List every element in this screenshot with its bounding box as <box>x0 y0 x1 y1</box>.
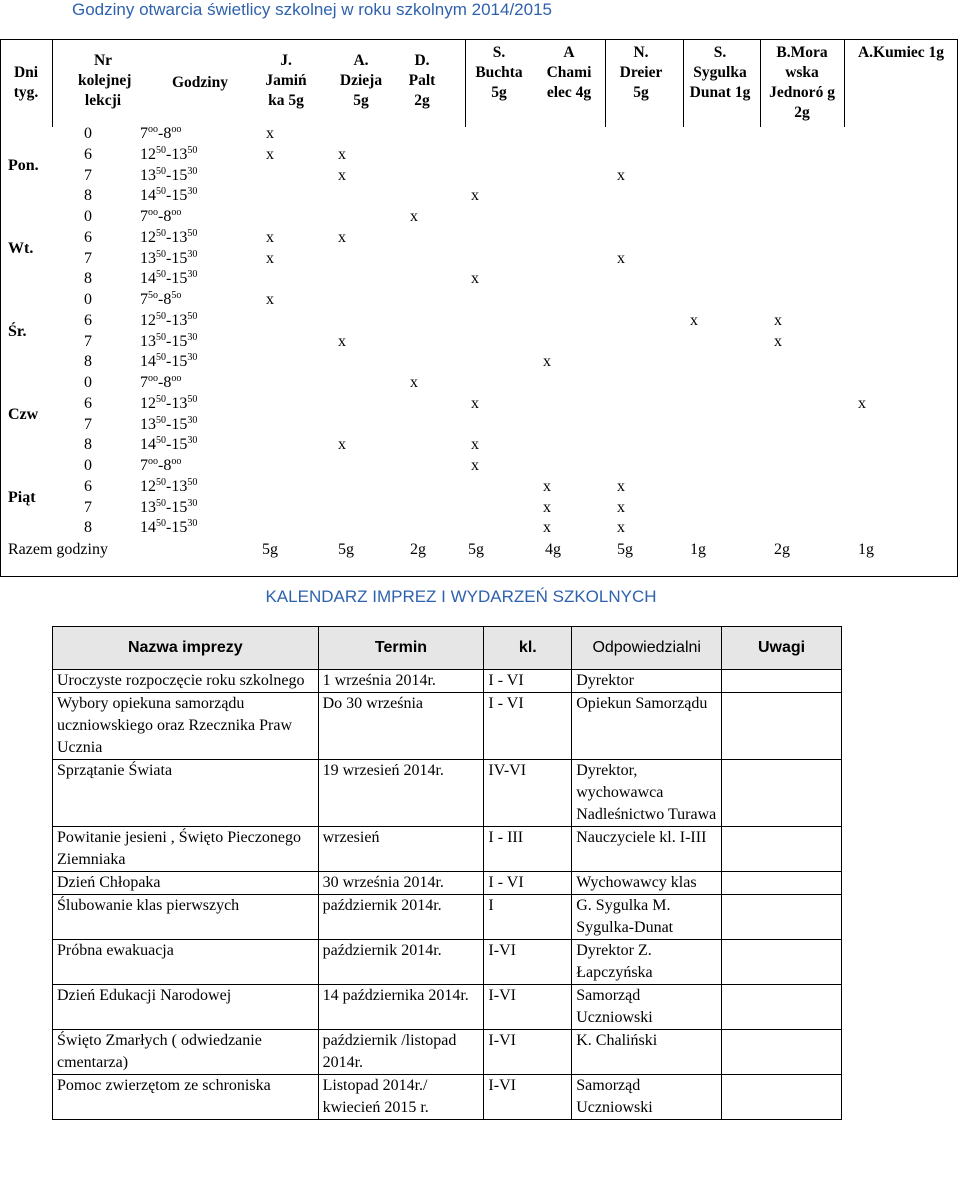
header-hours: Godziny <box>172 74 228 91</box>
event-notes <box>722 827 842 872</box>
lesson-number: 7 <box>84 166 92 184</box>
header-divider <box>683 39 684 127</box>
event-date: październik 2014r. <box>318 940 484 985</box>
schedule-mark: x <box>690 311 698 329</box>
lesson-number: 7 <box>84 332 92 350</box>
event-name: Sprzątanie Świata <box>53 760 319 827</box>
header-teacher-7: S. Sygulka Dunat 1g <box>689 44 751 101</box>
event-class: I-VI <box>484 1030 572 1075</box>
event-responsible: Nauczyciele kl. I-III <box>572 827 722 872</box>
event-notes <box>722 985 842 1030</box>
schedule-mark: x <box>266 125 274 142</box>
event-responsible: Samorząd Uczniowski <box>572 1075 722 1120</box>
lesson-number: 6 <box>84 311 92 329</box>
schedule-mark: x <box>617 477 625 495</box>
schedule-mark: x <box>338 332 346 350</box>
header-teacher-2: A. Dzieja 5g <box>339 52 383 109</box>
header-event-date: Termin <box>318 627 484 670</box>
event-notes <box>722 940 842 985</box>
lesson-number: 6 <box>84 394 92 412</box>
lesson-hours: $12^{50}-13^{50}$ <box>140 393 198 412</box>
schedule-mark: x <box>410 374 418 391</box>
event-date: październik /listopad 2014r. <box>318 1030 484 1075</box>
event-notes <box>722 895 842 940</box>
lesson-number: 0 <box>84 125 92 142</box>
total-value: 5g <box>338 541 354 558</box>
schedule-mark: x <box>266 249 274 267</box>
schedule-mark: x <box>338 166 346 184</box>
schedule-mark: x <box>617 249 625 267</box>
event-class: I <box>484 895 572 940</box>
event-date: 19 wrzesień 2014r. <box>318 760 484 827</box>
event-responsible: Dyrektor <box>572 670 722 693</box>
schedule-mark: x <box>410 208 418 225</box>
total-value: 5g <box>468 541 484 558</box>
lesson-number: 6 <box>84 228 92 246</box>
event-row <box>53 1075 842 1120</box>
total-value: 2g <box>774 541 790 558</box>
schedule-mark: x <box>266 291 274 308</box>
schedule-mark: x <box>338 228 346 246</box>
lesson-hours: $7^{oo}-8^{oo}$ <box>140 373 182 391</box>
lesson-hours: $14^{50}-15^{30}$ <box>140 435 198 454</box>
event-row <box>53 895 842 940</box>
event-row <box>53 693 842 760</box>
day-label: Śr. <box>8 323 27 341</box>
event-notes <box>722 760 842 827</box>
header-teacher-3: D. Palt 2g <box>408 52 436 109</box>
lesson-hours: $7^{oo}-8^{oo}$ <box>140 207 182 225</box>
lesson-hours: $14^{50}-15^{30}$ <box>140 186 198 205</box>
event-date: Listopad 2014r./ kwiecień 2015 r. <box>318 1075 484 1120</box>
schedule-title: Godziny otwarcia świetlicy szkolnej w roku szkolnym 2014/2015 <box>72 0 552 19</box>
header-divider <box>844 39 845 127</box>
lesson-number: 8 <box>84 187 92 205</box>
lesson-number: 6 <box>84 477 92 495</box>
header-divider <box>760 39 761 127</box>
schedule-mark: x <box>543 519 551 537</box>
event-row <box>53 985 842 1030</box>
event-notes <box>722 1030 842 1075</box>
day-label: Piąt <box>8 489 36 507</box>
schedule-mark: x <box>617 498 625 516</box>
event-responsible: Samorząd Uczniowski <box>572 985 722 1030</box>
total-value: 1g <box>858 541 874 558</box>
schedule-mark: x <box>774 311 782 329</box>
lesson-number: 0 <box>84 457 92 474</box>
event-date: 14 października 2014r. <box>318 985 484 1030</box>
total-value: 4g <box>545 541 561 558</box>
event-name: Święto Zmarłych ( odwiedzanie cmentarza) <box>53 1030 319 1075</box>
schedule-mark: x <box>471 457 479 474</box>
schedule-mark: x <box>543 477 551 495</box>
lesson-hours: $14^{50}-15^{30}$ <box>140 269 198 288</box>
lesson-hours: $14^{50}-15^{30}$ <box>140 518 198 537</box>
schedule-mark: x <box>543 353 551 371</box>
header-event-responsible: Odpowiedzialni <box>572 627 722 670</box>
lesson-number: 7 <box>84 415 92 433</box>
event-date: 1 września 2014r. <box>318 670 484 693</box>
event-class: I - VI <box>484 670 572 693</box>
day-label: Pon. <box>8 157 39 175</box>
day-label: Czw <box>8 406 39 424</box>
schedule-mark: x <box>774 332 782 350</box>
lesson-number: 6 <box>84 145 92 163</box>
event-notes <box>722 872 842 895</box>
schedule-mark: x <box>543 498 551 516</box>
header-lesson-nr: Nr kolejnej lekcji <box>78 52 132 109</box>
total-value: 2g <box>410 541 426 558</box>
lesson-number: 8 <box>84 270 92 288</box>
event-name: Uroczyste rozpoczęcie roku szkolnego <box>53 670 319 693</box>
header-event-notes: Uwagi <box>722 627 842 670</box>
total-label: Razem godziny <box>8 541 108 558</box>
event-name: Dzień Chłopaka <box>53 872 319 895</box>
event-row <box>53 872 842 895</box>
total-value: 5g <box>262 541 278 558</box>
event-row <box>53 670 842 693</box>
event-date: 30 września 2014r. <box>318 872 484 895</box>
lesson-hours: $13^{50}-15^{30}$ <box>140 331 198 350</box>
header-teacher-4: S. Buchta 5g <box>475 44 523 101</box>
lesson-number: 0 <box>84 208 92 225</box>
event-row <box>53 1030 842 1075</box>
event-row <box>53 827 842 872</box>
schedule-mark: x <box>266 228 274 246</box>
lesson-hours: $13^{50}-15^{30}$ <box>140 497 198 516</box>
event-row <box>53 760 842 827</box>
event-row <box>53 940 842 985</box>
lesson-hours: $13^{50}-15^{30}$ <box>140 248 198 267</box>
event-name: Ślubowanie klas pierwszych <box>53 895 319 940</box>
event-responsible: Dyrektor, wychowawca Nadleśnictwo Turawa <box>572 760 722 827</box>
schedule-mark: x <box>471 436 479 454</box>
event-name: Wybory opiekuna samorządu uczniowskiego oraz Rzecznika Praw Ucznia <box>53 693 319 760</box>
header-teacher-6: N. Dreier 5g <box>619 44 663 101</box>
schedule-mark: x <box>338 145 346 163</box>
lesson-hours: $13^{50}-15^{30}$ <box>140 414 198 433</box>
lesson-number: 7 <box>84 498 92 516</box>
event-class: I - III <box>484 827 572 872</box>
event-responsible: Opiekun Samorządu <box>572 693 722 760</box>
event-responsible: Dyrektor Z. Łapczyńska <box>572 940 722 985</box>
events-header-row <box>53 627 842 670</box>
total-value: 1g <box>690 541 706 558</box>
event-notes <box>722 693 842 760</box>
event-date: Do 30 września <box>318 693 484 760</box>
event-name: Próbna ewakuacja <box>53 940 319 985</box>
total-value: 5g <box>617 541 633 558</box>
lesson-number: 8 <box>84 436 92 454</box>
header-teacher-9: A.Kumiec 1g <box>857 44 945 61</box>
schedule-mark: x <box>858 394 866 412</box>
lesson-hours: $12^{50}-13^{50}$ <box>140 227 198 246</box>
event-class: I - VI <box>484 872 572 895</box>
schedule-mark: x <box>266 145 274 163</box>
event-responsible: Wychowawcy klas <box>572 872 722 895</box>
event-name: Powitanie jesieni , Święto Pieczonego Ziemniaka <box>53 827 319 872</box>
lesson-number: 0 <box>84 374 92 391</box>
day-label: Wt. <box>8 240 34 258</box>
event-date: wrzesień <box>318 827 484 872</box>
event-notes <box>722 670 842 693</box>
lesson-hours: $12^{50}-13^{50}$ <box>140 144 198 163</box>
events-table <box>52 626 842 1120</box>
lesson-number: 0 <box>84 291 92 308</box>
header-divider <box>605 39 606 127</box>
event-class: I-VI <box>484 940 572 985</box>
lesson-number: 8 <box>84 353 92 371</box>
lesson-number: 7 <box>84 249 92 267</box>
header-teacher-1: J. Jamiń ka 5g <box>265 52 307 109</box>
schedule-mark: x <box>617 166 625 184</box>
event-name: Dzień Edukacji Narodowej <box>53 985 319 1030</box>
lesson-hours: $14^{50}-15^{30}$ <box>140 352 198 371</box>
lesson-hours: $12^{50}-13^{50}$ <box>140 310 198 329</box>
header-teacher-8: B.Mora wska Jednoró g 2g <box>769 44 835 121</box>
lesson-hours: $13^{50}-15^{30}$ <box>140 165 198 184</box>
lesson-number: 8 <box>84 519 92 537</box>
header-event-class: kl. <box>484 627 572 670</box>
event-class: IV-VI <box>484 760 572 827</box>
schedule-mark: x <box>617 519 625 537</box>
lesson-hours: $7^{5o}-8^{5o}$ <box>140 290 182 308</box>
schedule-mark: x <box>471 270 479 288</box>
event-name: Pomoc zwierzętom ze schroniska <box>53 1075 319 1120</box>
event-class: I-VI <box>484 1075 572 1120</box>
header-teacher-5: A Chami elec 4g <box>546 44 592 101</box>
event-responsible: G. Sygulka M. Sygulka-Dunat <box>572 895 722 940</box>
lesson-hours: $12^{50}-13^{50}$ <box>140 476 198 495</box>
lesson-hours: $7^{oo}-8^{oo}$ <box>140 456 182 474</box>
event-date: październik 2014r. <box>318 895 484 940</box>
event-responsible: K. Chaliński <box>572 1030 722 1075</box>
header-day: Dni tyg. <box>13 64 39 101</box>
events-title: KALENDARZ IMPREZ I WYDARZEŃ SZKOLNYCH <box>265 587 657 606</box>
event-notes <box>722 1075 842 1120</box>
header-divider <box>52 39 53 127</box>
lesson-hours: $7^{oo}-8^{oo}$ <box>140 124 182 142</box>
event-class: I-VI <box>484 985 572 1030</box>
schedule-mark: x <box>471 187 479 205</box>
header-event-name: Nazwa imprezy <box>53 627 319 670</box>
event-class: I - VI <box>484 693 572 760</box>
schedule-mark: x <box>338 436 346 454</box>
events-body <box>53 670 842 1120</box>
schedule-mark: x <box>471 394 479 412</box>
header-divider <box>465 39 466 127</box>
